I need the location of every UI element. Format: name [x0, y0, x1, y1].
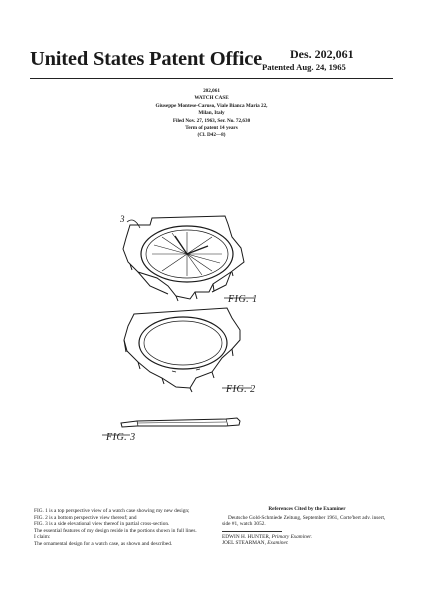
references-column [222, 506, 392, 547]
reference-numeral: 3 [120, 214, 125, 224]
patent-office-heading: United States Patent Office [30, 48, 263, 70]
reference-citation: Deutsche Gold-Schmiede Zeitung, September 1961, Corte'bert adv. insert, side #1, watch 3052. [222, 514, 386, 528]
patented-date: Patented Aug. 24, 1965 [262, 62, 346, 72]
primary-examiner-line [222, 534, 392, 541]
design-number: Des. 202,061 [290, 47, 354, 61]
fig3-watch-case-side-drawing [121, 418, 240, 427]
description-fig2: FIG. 2 is a bottom perspective view thereof; and [34, 514, 137, 521]
references-title: References Cited by the Examiner [268, 506, 346, 512]
description-features: The essential features of my design reside in the portions shown in full lines. [34, 527, 197, 534]
examiner-role: Examiner. [267, 540, 289, 547]
fig2-watch-case-bottom-drawing [124, 308, 240, 392]
claim-heading: I claim: [34, 534, 51, 541]
claim-text: The ornamental design for a watch case, as shown and described. [34, 540, 173, 547]
references-rule [222, 531, 282, 532]
examiner-name: JOEL STEARMAN, [222, 540, 266, 547]
inventor-city: Milan, Italy [198, 110, 225, 117]
inventor-line: Giuseppe Montese-Caruso, Viale Bianca Maria 22, [155, 102, 268, 109]
fig1-label: FIG. 1 [228, 294, 258, 305]
description-fig3: FIG. 3 is a side elevational view thereof in partial cross-section. [34, 521, 170, 528]
filed-line: Filed Nov. 27, 1963, Ser. No. 72,630 [172, 117, 251, 124]
fig1-watch-case-top-drawing [123, 216, 244, 301]
patent-term: Term of patent 14 years [185, 125, 238, 132]
description-fig1: FIG. 1 is a top perspective view of a watch case showing my new design; [34, 508, 190, 514]
patent-title: WATCH CASE [194, 95, 229, 102]
fig3-label: FIG. 3 [106, 432, 136, 443]
primary-examiner-name: EDWIN H. HUNTER, [222, 533, 271, 540]
classification: (Cl. D42—8) [197, 132, 226, 139]
primary-examiner-role: Primary Examiner. [271, 533, 312, 540]
description-column [30, 508, 208, 548]
fig2-label: FIG. 2 [226, 384, 256, 395]
patent-number: 202,061 [203, 88, 220, 94]
examiner-line [222, 540, 392, 547]
